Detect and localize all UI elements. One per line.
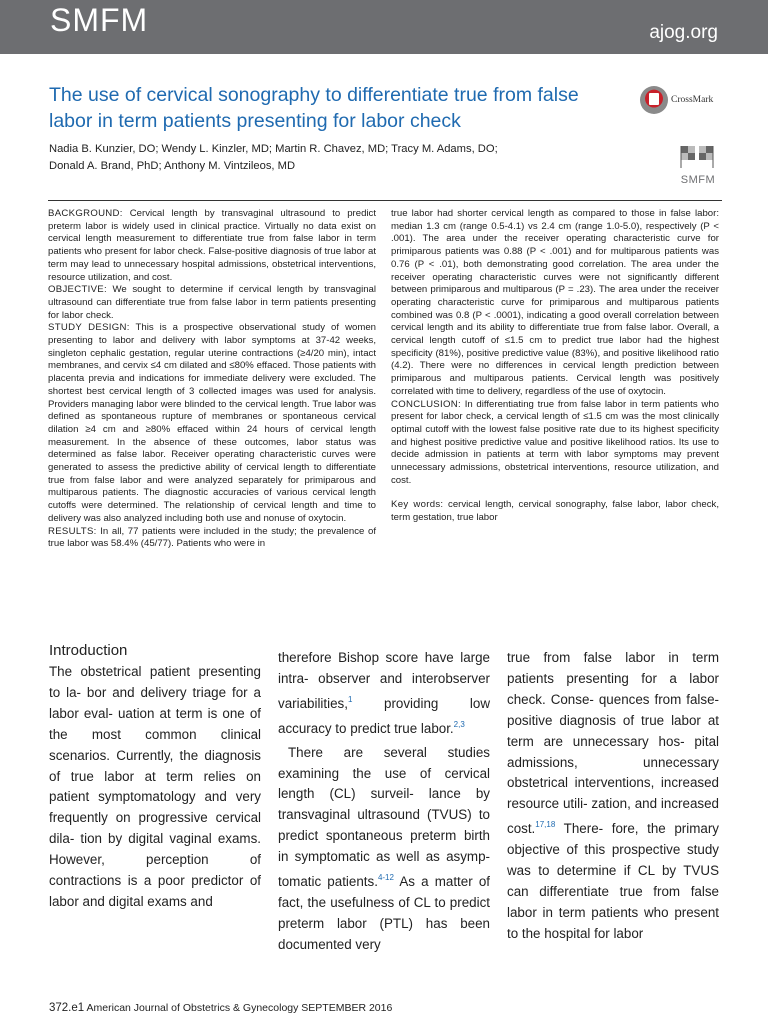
reference-link[interactable]: 1 <box>347 694 353 704</box>
abstract-objective <box>48 284 376 322</box>
background-text: Cervical length by transvaginal ultrasound to predict preterm labor is widely used in clinical practice. Virtually no data exist on cervical length measurement to differentiate true from false labor in term patients who present for labor check. False-positive diagnosis of true labor at term may lead to unnecessary hospital admissions, obstetrical interventions, resource utilization, and cost. <box>48 208 377 283</box>
body-column-3 <box>507 640 719 945</box>
abstract-keywords <box>391 499 719 524</box>
body-column-1 <box>49 640 261 913</box>
body-column-2 <box>278 640 490 956</box>
intro-paragraph-1-continued: therefore Bishop score have large intra- observer and interobserver variabilities,$^1$ providing low accuracy to predict true labor.$^{2,3}$ <box>278 650 490 736</box>
authors-line-2: Donald A. Brand, PhD; Anthony M. Vintzileos, MD <box>49 160 296 172</box>
objective-text: We sought to determine if cervical length by transvaginal ultrasound can differentiate true from false labor in term patients presenting for labor check. <box>48 284 376 321</box>
abstract-column-right <box>391 208 719 525</box>
background-label: BACKGROUND: <box>48 208 123 219</box>
article-title: The use of cervical sonography to differentiate true from false labor in term patients presenting for labor check <box>49 84 579 132</box>
reference-link[interactable]: 2,3 <box>453 719 465 729</box>
intro-paragraph-2: There are several studies examining the use of cervical length (CL) surveil- lance by transvaginal ultrasound (TVUS) to predict spontaneous preterm birth in symptomatic as well as asymp- tomatic patients.$^{4-12}$ As a matter of fact, the usefulness of CL to predict preterm labor (PTL) has been documented very <box>278 744 490 952</box>
study-design-label: STUDY DESIGN: <box>48 322 130 334</box>
objective-label: OBJECTIVE: <box>48 284 107 296</box>
abstract-study-design <box>48 322 376 525</box>
reference-link[interactable]: 4-12 <box>377 873 394 883</box>
reference-link[interactable]: 17,18 <box>535 820 556 830</box>
abstract-conclusion <box>391 399 719 488</box>
header-bar <box>0 0 768 54</box>
crossmark-badge[interactable] <box>640 86 730 114</box>
flags-icon <box>676 143 720 169</box>
results-text: In all, 77 patients were included in the study; the prevalence of true labor was 58.4% (45/77). Patients who were in <box>48 525 376 550</box>
page-footer <box>49 1002 392 1014</box>
page-number: 372.e1 <box>49 1002 85 1014</box>
conclusion-text: In differentiating true from false labor in term patients who present for labor check, a cervical length of ≤1.5 cm was the most clinically optimal cutoff with the lowest false positive rate due to its highest specificity and highest positive predictive value and positive likelihood ratios. Its use to decide admission in patients at term with labor symptoms may prevent unnecessary admissions, obstetrical interventions, resource utilization, and cost. <box>391 398 719 486</box>
author-list <box>49 141 609 175</box>
crossmark-icon <box>640 86 668 114</box>
intro-paragraph-3: true from false labor in term patients presenting for a labor check. Conse- quences from false-positive diagnosis of true labor at term are unnecessary hos- pital admissions, unnecessary obstetrical interventions, increased resource utili- zation, and increased cost.$^{17,18}$ There- fore, the primary objective of this prospective study was to determine if CL by TVUS can differentiate true from false labor in term patients who present to the hospital for labor <box>507 650 719 941</box>
abstract-background <box>48 208 376 284</box>
study-design-text: This is a prospective observational study of women presenting to labor and delivery with labor symptoms at 37-42 weeks, singleton cephalic gestation, regular uterine contractions (≥4/20 min), intact membranes, and cervix ≤4 cm dilated and ≤80% effaced. Those patients with placenta previa and indications for immediate delivery were excluded. The shortest best cervical length of 3 collected images was used for analysis. Providers managing labor were blinded to the cervical length. True labor was defined as spontaneous rupture of membranes or spontaneous cervical dilation ≥4 cm and ≥80% effaced within 24 hours of cervical length measurement. In the absence of these outcomes, labor status was determined as false labor. Receiver operating characteristic curves were generated to assess the predictive ability of cervical length to differentiate true from false labor and were analyzed separately for primiparous and multiparous patients. The diagnostic accuracies of various cervical length cutoffs were determined. The relationship of cervical length and time to delivery was also analyzed including both use and nonuse of oxytocin. <box>48 322 376 524</box>
abstract-column-left <box>48 208 376 551</box>
results-label: RESULTS: <box>48 525 97 537</box>
authors-line-1: Nadia B. Kunzier, DO; Wendy L. Kinzler, MD; Martin R. Chavez, MD; Tracy M. Adams, DO; <box>49 143 498 155</box>
intro-paragraph-1: The obstetrical patient presenting to la- bor and delivery triage for a labor eval- uation at term is one of the most common clinical scenarios. Currently, the diagnosis of true labor at term relies on patient symptomatology and very frequently on progressive cervical dila- tion by digital vaginal exams. However, perception of contractions is a poor predictor of labor and digital exams and <box>49 664 261 909</box>
conclusion-label: CONCLUSION: <box>391 398 461 410</box>
crossmark-label: CrossMark <box>671 95 714 105</box>
smfm-logo-text: SMFM <box>680 174 716 186</box>
abstract-results <box>48 526 376 551</box>
abstract-results-continued: true labor had shorter cervical length as compared to those in false labor: median 1.3 cm (range 0.5-4.1) vs 2.4 cm (range 1.0-5.0), respectively (P < .001). The area under the receiver operating characteristic curve for primiparous patients was 0.88 (P < .001) and for multiparous patients was 0.76 (P < .01), both demonstrating good correlation. The area under the receiver operating characteristic curves were not significantly different between primiparous and multiparous (P = .23). The area under the receiver operating characteristic curve for primiparous and multiparous patients combined was 0.8 (P < .0001), indicating a good overall correlation between cervical length and its ability to differentiate true from false labor. Overall, a cervical length cutoff of ≤1.5 cm to predict true labor had the highest specificity (81%), positive predictive value (83%), and positive likelihood ratio (4.2). There were no differences in cervical length prediction between primiparous and multiparous patients. Cervical length was positively correlated with time to delivery, regardless of the use of oxytocin. <box>391 208 719 397</box>
abstract <box>48 200 722 614</box>
journal-citation: American Journal of Obstetrics & Gynecology SEPTEMBER 2016 <box>86 1002 393 1014</box>
smfm-brand: SMFM <box>50 2 149 38</box>
journal-site-link[interactable]: ajog.org <box>649 22 718 43</box>
keywords-text: cervical length, cervical sonography, false labor, labor check, term gestation, true labor <box>391 499 719 524</box>
smfm-logo <box>676 143 720 185</box>
keywords-label: Key words: <box>391 499 444 511</box>
introduction-heading: Introduction <box>49 642 128 659</box>
